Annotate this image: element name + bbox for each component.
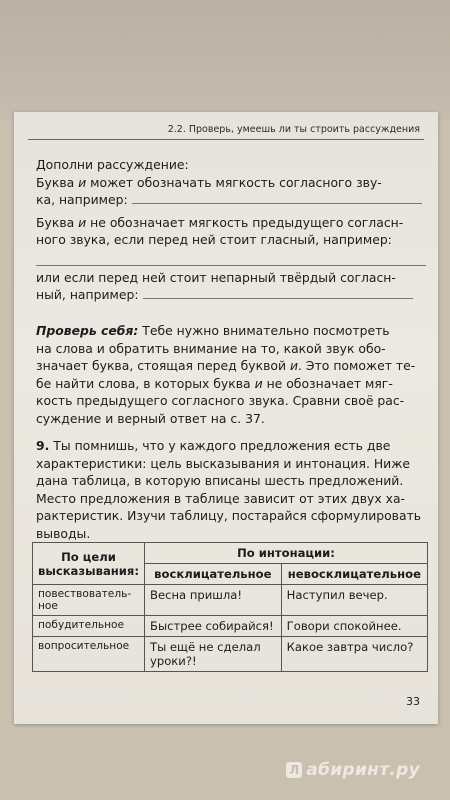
task-line-5: или если перед ней стоит непарный твёрдый согласн- (36, 269, 396, 285)
background-surface (0, 0, 450, 120)
header-purpose: По цели высказывания: (33, 543, 145, 585)
cell-exclamatory: Ты ещё не сделал уроки?! (144, 637, 281, 672)
exercise-number: 9. (36, 438, 50, 453)
table-header-row (33, 543, 428, 564)
task-line-3: Буква и не обозначает мягкость предыдущего согласн- (36, 214, 404, 230)
check-yourself-label: Проверь себя: (36, 323, 139, 338)
row-type: повествователь- ное (33, 585, 145, 616)
task-line-4: ного звука, если перед ней стоит гласный, например: (36, 232, 392, 247)
complete-reasoning-task (36, 156, 426, 304)
section-header: 2.2. Проверь, умеешь ли ты строить рассуждения (167, 124, 420, 135)
watermark-logo: Л абиринт.ру (286, 760, 420, 780)
sentence-type-table (32, 542, 428, 672)
row-type: вопросительное (33, 637, 145, 672)
cell-non-exclamatory: Наступил вечер. (281, 585, 427, 616)
letter-i: и (78, 214, 87, 230)
task-line-6: ный, например: (36, 286, 426, 304)
cell-exclamatory: Быстрее собирайся! (144, 616, 281, 637)
header-divider (28, 139, 424, 140)
letter-i: и (78, 174, 87, 190)
cell-exclamatory: Весна пришла! (144, 585, 281, 616)
header-exclamatory: восклицательное (144, 564, 281, 585)
table-row (33, 585, 428, 616)
answer-blank-2[interactable] (36, 253, 426, 266)
header-intonation: По интонации: (144, 543, 427, 564)
cell-non-exclamatory: Какое завтра число? (281, 637, 427, 672)
page-number: 33 (406, 695, 420, 708)
exercise-9-paragraph: 9. Ты помнишь, что у каждого предложения есть две характеристики: цель высказывания и интонация. Ниже дана таблица, в которую вписаны шесть предложений. Место предложения в таблице зависит от этих двух ха- рактеристик. Изучи таблицу, постарайся сформулировать выводы. (36, 438, 422, 541)
table-row (33, 637, 428, 672)
cell-non-exclamatory: Говори спокойнее. (281, 616, 427, 637)
table-row (33, 616, 428, 637)
answer-blank-3[interactable] (143, 286, 413, 299)
header-non-exclamatory: невосклицательное (281, 564, 427, 585)
letter-i: и (254, 375, 263, 391)
letter-i: и (289, 358, 299, 373)
answer-blank-1[interactable] (132, 191, 422, 204)
labirint-logo-icon: Л (286, 762, 302, 778)
check-yourself-paragraph: Проверь себя: Тебе нужно внимательно посмотреть на слова и обратить внимание на то, какой звук обо- значает буква, стоящая перед буквой и. Это поможет те- бе найти слова, в которых буква и не обозначает мяг- кость предыдущего согласного звука. Сравни своё рас- суждение и верный ответ на с. 37. (36, 323, 416, 426)
task-heading: Дополни рассуждение: (36, 157, 189, 172)
task-line-2: ка, например: (36, 191, 426, 209)
book-page (14, 112, 438, 724)
row-type: побудительное (33, 616, 145, 637)
task-line-1: Буква и может обозначать мягкость согласного зву- (36, 174, 382, 190)
